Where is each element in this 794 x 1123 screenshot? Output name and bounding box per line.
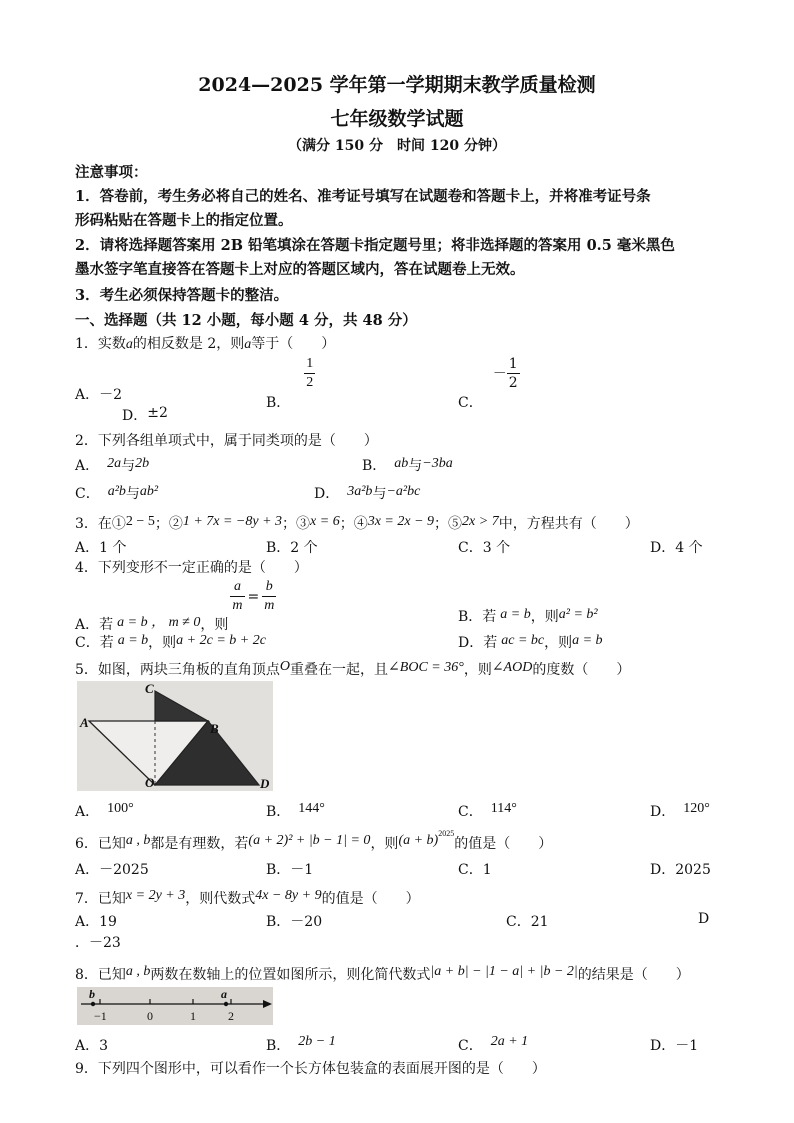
notice-line-5: 3．考生必须保持答题卡的整洁。 [75, 287, 289, 304]
q3-stem-b: 中，方程共有（ ） [498, 516, 639, 532]
q8-option-b-value: 2b − 1 [298, 1034, 336, 1049]
question-5 [75, 659, 630, 679]
q5-option-d-value: 120° [683, 801, 710, 816]
q1-option-d-value: ±2 [147, 405, 168, 421]
question-6 [75, 829, 553, 853]
q1-option-c-fraction [507, 355, 520, 392]
q2-option-c-word: 与 [125, 486, 140, 502]
q7-option-c: C．21 [506, 914, 549, 930]
exam-title: 2024—2025 学年第一学期期末教学质量检测 [198, 74, 596, 96]
q1-stem-c: 等于（ ） [251, 336, 336, 352]
q6-option-c: C．1 [458, 862, 492, 878]
q4-option-b-cond: a = b [500, 607, 531, 622]
q4-option-d-then: ，则 [544, 635, 573, 651]
q3-option-a: A．1 个 [75, 540, 127, 556]
q8-stem-c: 的结果是（ ） [577, 967, 690, 983]
q8-tick-label-neg1: −1 [94, 1009, 107, 1023]
q5-label-b: B [210, 721, 219, 736]
q5-var-o: O [279, 659, 291, 674]
q2-option-a [75, 455, 149, 475]
q5-stem-a: 5．如图，两块三角板的直角顶点 [75, 662, 280, 678]
q8-stem-b: 两数在数轴上的位置如图所示，则化简代数式 [150, 967, 431, 983]
notice-line-1: 1．答卷前，考生务必将自己的姓名、准考证号填写在试题卷和答题卡上，并将准考证号条 [75, 188, 651, 205]
q1-option-d-label: D． [122, 408, 148, 424]
q5-option-b [266, 801, 325, 821]
q6-expression: (a + b) [398, 833, 439, 848]
q2-option-d-math1: 3a²b [347, 484, 373, 499]
q1-option-b-label: B． [266, 394, 291, 411]
q5-option-c-label: C． [458, 804, 483, 820]
q8-point-b [91, 1002, 95, 1006]
q7-stem-b: ，则代数式 [185, 891, 256, 907]
q5-option-c [458, 801, 517, 821]
q4-option-c-then: ，则 [148, 635, 177, 651]
question-1 [75, 333, 335, 353]
q7-option-b: B．－20 [266, 914, 323, 930]
q4-option-a-label: A．若 [75, 616, 114, 633]
q4-option-c [75, 632, 266, 652]
q5-label-o: O [145, 775, 155, 790]
q5-option-a-value: 100° [107, 801, 134, 816]
q5-condition: ∠BOC = 36° [388, 660, 464, 675]
q8-tick-label-0: 0 [147, 1009, 153, 1023]
q1-stem-b: 的相反数是 2，则 [132, 336, 245, 352]
q5-option-b-label: B． [266, 804, 291, 820]
section-heading: 一、选择题（共 12 小题，每小题 4 分，共 48 分） [75, 312, 417, 329]
q1-var-2: a [244, 337, 252, 352]
q2-option-b-math2: −3ba [422, 456, 453, 471]
q3-stem-a: 3．在① [75, 516, 126, 532]
q8-stem-a: 8．已知 [75, 967, 126, 983]
q1-option-b-fraction [304, 355, 315, 392]
question-7 [75, 888, 420, 908]
q6-stem-b: 都是有理数，若 [150, 836, 249, 852]
question-4: 4．下列变形不一定正确的是（ ） [75, 560, 308, 576]
q6-option-b: B．－1 [266, 862, 314, 878]
q7-option-d-label: D [698, 911, 710, 927]
notice-line-4: 墨水签字笔直接答在答题卡上对应的答题区域内，答在试题卷上无效。 [75, 261, 525, 278]
q8-option-a: A．3 [75, 1038, 109, 1054]
q8-option-b [266, 1035, 336, 1055]
q4-option-c-label: C．若 [75, 635, 114, 651]
q2-option-c [75, 483, 158, 503]
q8-label-a: a [221, 987, 227, 1001]
q5-option-d-label: D． [650, 804, 676, 820]
q4-option-b-label: B．若 [458, 609, 497, 625]
q2-option-c-label: C． [75, 486, 100, 502]
q5-option-c-value: 114° [490, 801, 517, 816]
q1-option-c-label: C． [458, 394, 483, 411]
q4-option-b-result: a² = b² [558, 607, 598, 622]
q1-option-c [458, 355, 520, 411]
exam-subtitle: 七年级数学试题 [330, 108, 464, 130]
q1-stem-a: 1．实数 [75, 336, 126, 352]
q1-option-b [266, 355, 315, 411]
q3-option-c: C．3 个 [458, 540, 511, 556]
q2-option-a-label: A． [75, 458, 100, 474]
q8-expression: |a + b| − |1 − a| + |b − 2| [430, 964, 578, 979]
q2-option-b-math1: ab [394, 456, 409, 471]
q2-option-a-math2: 2b [135, 456, 150, 471]
q5-stem-c: ，则 [463, 662, 492, 678]
q1-option-b-den: 2 [306, 375, 314, 390]
q4-option-a-den-left: m [232, 598, 243, 613]
question-9: 9．下列四个图形中，可以看作一个长方体包装盒的表面展开图的是（ ） [75, 1061, 546, 1077]
question-2: 2．下列各组单项式中，属于同类项的是（ ） [75, 433, 378, 449]
q5-label-c: C [145, 681, 154, 696]
q6-option-a: A．－2025 [75, 862, 149, 878]
q1-option-b-num: 1 [304, 355, 315, 374]
q3-option-b: B．2 个 [266, 540, 318, 556]
q4-option-a-cond: a = b ， m ≠ 0 [117, 614, 201, 630]
question-8 [75, 964, 690, 984]
exam-info: （满分 150 分 时间 120 分钟） [288, 138, 506, 154]
q4-option-a-num-left: a [230, 578, 244, 597]
q6-stem-a: 6．已知 [75, 836, 126, 852]
q5-target: ∠AOD [491, 660, 533, 675]
q1-option-c-den: 2 [508, 375, 518, 391]
q4-option-a-frac-right [262, 578, 276, 615]
q4-option-b [458, 606, 598, 626]
q8-option-c-label: C． [458, 1038, 483, 1054]
q3-sep-4: ；④ [339, 516, 368, 532]
q4-option-d-result: a = b [572, 633, 603, 648]
q5-option-a-label: A． [75, 804, 100, 820]
q1-option-d [122, 405, 168, 425]
q8-tick-label-1: 1 [190, 1009, 196, 1023]
q7-stem-a: 7．已知 [75, 891, 126, 907]
q2-option-d-label: D． [314, 486, 340, 502]
q5-stem-d: 的度数（ ） [532, 662, 631, 678]
q6-exponent: 2025 [438, 829, 455, 839]
q8-option-c [458, 1035, 528, 1055]
q7-expression: 4x − 8y + 9 [255, 888, 322, 903]
q3-expr-5: 2x > 7 [462, 514, 499, 529]
q1-option-c-num: 1 [508, 356, 518, 372]
q2-option-d-math2: −a²bc [386, 484, 421, 499]
q3-expr-4: 3x = 2x − 9 [367, 514, 435, 529]
q4-option-c-result: a + 2c = b + 2c [176, 633, 266, 648]
q7-option-d-value: ．－23 [75, 935, 121, 951]
q4-option-a-num-right: b [262, 578, 276, 597]
q7-condition: x = 2y + 3 [125, 888, 186, 903]
q8-option-c-value: 2a + 1 [490, 1034, 529, 1049]
q3-sep-5: ；⑤ [434, 516, 463, 532]
question-3 [75, 513, 639, 533]
q3-sep-3: ；③ [282, 516, 311, 532]
notice-heading: 注意事项： [75, 164, 148, 181]
q2-option-d-word: 与 [372, 486, 387, 502]
q1-var: a [125, 337, 133, 352]
q8-option-b-label: B． [266, 1038, 291, 1054]
q7-stem-c: 的值是（ ） [321, 891, 420, 907]
q5-label-d: D [260, 776, 270, 791]
q2-option-b [362, 455, 453, 475]
q2-option-d [314, 483, 420, 503]
q2-option-b-label: B． [362, 458, 387, 474]
q4-option-d [458, 632, 603, 652]
q3-option-d: D．4 个 [650, 540, 703, 556]
q4-option-b-then: ，则 [530, 609, 559, 625]
q2-option-c-math2: ab² [139, 484, 159, 499]
notice-line-3: 2．请将选择题答案用 2B 铅笔填涂在答题卡指定题号里；将非选择题的答案用 0.5 毫米黑色 [75, 237, 675, 254]
q3-expr-3: x = 6 [310, 514, 340, 529]
q5-option-b-value: 144° [298, 801, 325, 816]
q5-option-d [650, 801, 710, 821]
q6-vars: a , b [125, 833, 151, 848]
q4-option-c-cond: a = b [117, 633, 149, 648]
q4-option-a-den-right: m [264, 598, 275, 613]
q4-option-a [75, 578, 276, 633]
q7-option-a: A．19 [75, 914, 117, 930]
q8-number-line [77, 987, 273, 1025]
q6-option-d: D．2025 [650, 862, 711, 878]
q3-sep-2: ；② [154, 516, 183, 532]
q4-option-a-eq: = [247, 588, 260, 605]
q8-option-d: D．－1 [650, 1038, 699, 1054]
q4-option-a-then: ，则 [200, 616, 229, 633]
q5-label-a: A [80, 715, 89, 730]
q6-condition: (a + 2)² + |b − 1| = 0 [248, 833, 371, 848]
q8-tick-label-2: 2 [228, 1009, 234, 1023]
q5-stem-b: 重叠在一起，且 [290, 662, 389, 678]
q8-vars: a , b [125, 964, 151, 979]
q2-option-a-math1: 2a [107, 456, 122, 471]
q8-point-a [224, 1002, 228, 1006]
q3-expr-2: 1 + 7x = −8y + 3 [182, 514, 283, 529]
q5-figure [77, 681, 273, 791]
q4-option-d-label: D．若 [458, 635, 498, 651]
q4-option-d-cond: ac = bc [501, 633, 545, 648]
q6-stem-d: 的值是（ ） [454, 836, 553, 852]
q2-option-b-word: 与 [408, 458, 423, 474]
q2-option-c-math1: a²b [107, 484, 126, 499]
q1-option-c-sign: － [492, 365, 507, 382]
q3-expr-1: 2 − 5 [125, 514, 155, 529]
q2-option-a-word: 与 [121, 458, 136, 474]
q1-option-a: A．－2 [75, 387, 123, 403]
q8-label-b: b [89, 987, 95, 1001]
q5-option-a [75, 801, 134, 821]
notice-line-2: 形码粘贴在答题卡上的指定位置。 [75, 212, 293, 229]
q4-option-a-frac-left [230, 578, 244, 615]
q6-stem-c: ，则 [370, 836, 399, 852]
